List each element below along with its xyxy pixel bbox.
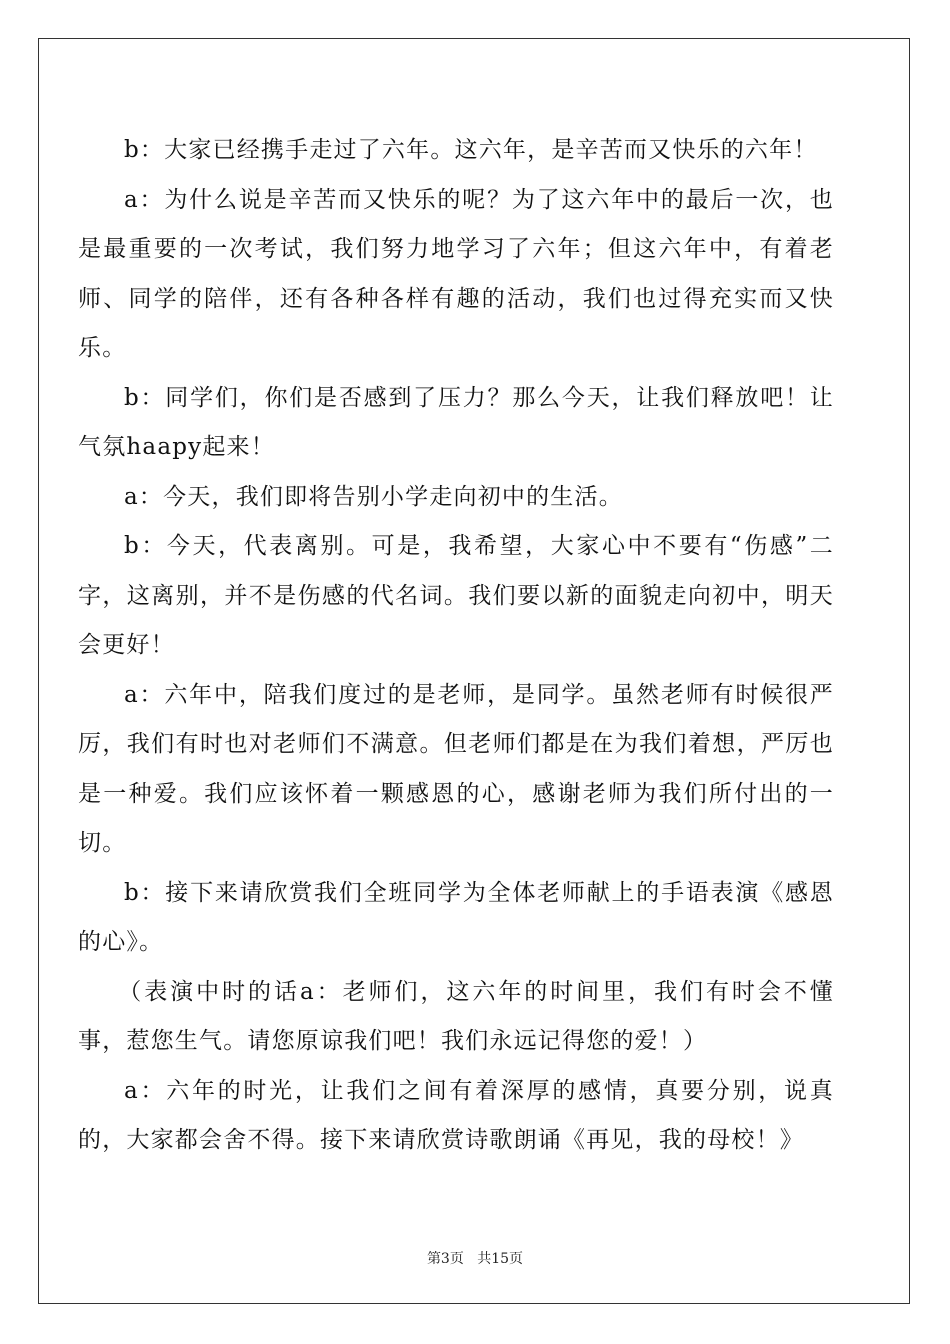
- paragraph: b：接下来请欣赏我们全班同学为全体老师献上的手语表演《感恩的心》。: [78, 879, 834, 955]
- page-footer: [0, 1248, 950, 1268]
- page-number: 第3页: [426, 1251, 464, 1267]
- page-total: 共15页: [477, 1251, 524, 1267]
- paragraph: a：六年的时光，让我们之间有着深厚的感情，真要分别，说真的，大家都会舍不得。接下来请欣赏诗歌朗诵《再见，我的母校！》: [78, 1077, 834, 1153]
- paragraph: a：今天，我们即将告别小学走向初中的生活。: [124, 483, 623, 510]
- paragraph: b：今天，代表离别。可是，我希望，大家心中不要有“伤感”二字，这离别，并不是伤感的代名词。我们要以新的面貌走向初中，明天会更好！: [78, 533, 834, 658]
- paragraph: a：为什么说是辛苦而又快乐的呢？为了这六年中的最后一次，也是最重要的一次考试，我们努力地学习了六年；但这六年中，有着老师、同学的陪伴，还有各种各样有趣的活动，我们也过得充实而又快乐。: [78, 186, 834, 361]
- paragraph: a：六年中，陪我们度过的是老师，是同学。虽然老师有时候很严厉，我们有时也对老师们不满意。但老师们都是在为我们着想，严厉也是一种爱。我们应该怀着一颗感恩的心，感谢老师为我们所付出的一切。: [78, 681, 834, 856]
- paragraph: （表演中时的话a：老师们，这六年的时间里，我们有时会不懂事，惹您生气。请您原谅我们吧！我们永远记得您的爱！）: [78, 978, 834, 1054]
- document-body: [78, 126, 834, 1166]
- paragraph: b：大家已经携手走过了六年。这六年，是辛苦而又快乐的六年！: [124, 137, 818, 163]
- paragraph: b：同学们，你们是否感到了压力？那么今天，让我们释放吧！让气氛haapy起来！: [78, 384, 834, 460]
